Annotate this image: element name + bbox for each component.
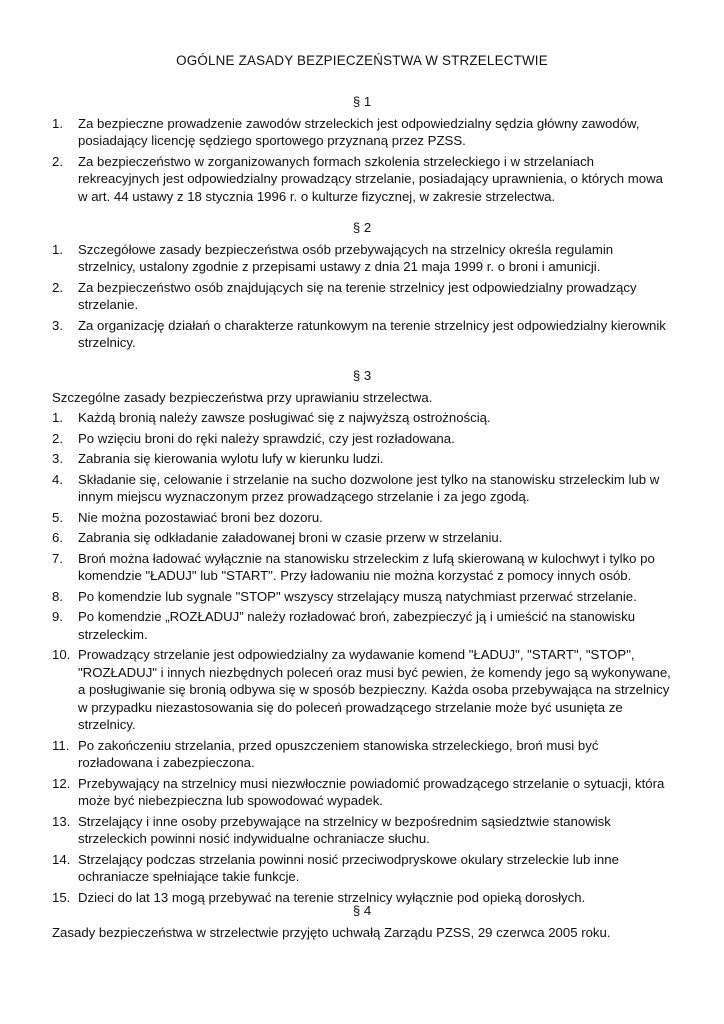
item-text: Po wzięciu broni do ręki należy sprawdzić, czy jest rozładowana. [78, 430, 455, 446]
section-heading: § 3 [352, 368, 372, 383]
item-number: 14. [52, 851, 71, 867]
item-text: Za bezpieczne prowadzenie zawodów strzeleckich jest odpowiedzialny sędzia główny zawodów, posiadający licencję sędziego sportowego przyznaną przez PZSS. [78, 115, 640, 148]
item-text: Strzelający i inne osoby przebywające na strzelnicy w bezpośrednim sąsiedztwie stanowisk strzeleckich powinni nosić indywidualne ochraniacze słuchu. [78, 813, 611, 846]
section-4 [52, 902, 672, 941]
item-number: 3. [52, 317, 63, 333]
list-item [52, 317, 672, 352]
item-text: Za organizację działań o charakterze ratunkowym na terenie strzelnicy jest odpowiedzialny kierownik strzelnicy. [78, 317, 666, 350]
list-item [52, 588, 672, 606]
list-item [52, 775, 672, 810]
section-heading: § 4 [352, 903, 372, 918]
item-number: 7. [52, 550, 63, 566]
section-2 [52, 219, 672, 355]
list-item [52, 608, 672, 643]
item-number: 11. [52, 737, 70, 753]
list-item [52, 115, 672, 150]
list-item [52, 409, 672, 427]
list-item [52, 450, 672, 468]
list-item [52, 279, 672, 314]
item-text: Dzieci do lat 13 mogą przebywać na terenie strzelnicy wyłącznie pod opieką dorosłych. [78, 889, 586, 905]
item-text: Za bezpieczeństwo osób znajdujących się na terenie strzelnicy jest odpowiedzialny prowadzący strzelanie. [78, 279, 637, 312]
item-number: 15. [52, 889, 71, 905]
list-item [52, 646, 672, 734]
item-number: 6. [52, 530, 63, 545]
item-number: 2. [52, 153, 63, 169]
section-1 [52, 93, 672, 208]
list-item [52, 509, 672, 527]
section-list [52, 241, 672, 352]
item-number: 4. [52, 471, 63, 487]
item-number: 9. [52, 609, 63, 624]
item-text: Szczegółowe zasady bezpieczeństwa osób przebywających na strzelnicy określa regulamin strzelnicy, ustalony zgodnie z przepisami ustawy z dnia 21 maja 1999 r. o broni i amunicji. [78, 241, 614, 274]
item-number: 3. [52, 451, 63, 466]
list-item [52, 241, 672, 276]
list-item [52, 813, 672, 848]
item-text: Po zakończeniu strzelania, przed opuszczeniem stanowiska strzeleckiego, broń musi być rozładowana i zabezpieczona. [78, 737, 599, 770]
section-heading: § 2 [352, 220, 372, 235]
item-text: Za bezpieczeństwo w zorganizowanych formach szkolenia strzeleckiego i w strzelaniach rekreacyjnych jest odpowiedzialny prowadzący strzelanie, posiadający uprawnienia, o których mowa w art. 44 ustawy z 18 stycznia 1996 r. o kulturze fizycznej, w zakresie strzelectwa. [78, 153, 663, 204]
list-item [52, 550, 672, 585]
list-item [52, 529, 672, 547]
section-intro: Szczególne zasady bezpieczeństwa przy uprawianiu strzelectwa. [52, 389, 433, 405]
item-text: Broń można ładować wyłącznie na stanowisku strzeleckim z lufą skierowaną w kulochwyt i tylko po komendzie "ŁADUJ" lub "START". Przy ładowaniu nie można korzystać z pomocy innych osób. [78, 550, 655, 583]
item-number: 13. [52, 813, 71, 829]
item-text: Przebywający na strzelnicy musi niezwłocznie powiadomić prowadzącego strzelanie o sytuacji, która może być niebezpieczna lub spowodować wypadek. [78, 775, 665, 808]
item-number: 2. [52, 279, 63, 295]
list-item [52, 471, 672, 506]
list-item [52, 737, 672, 772]
section-list [52, 409, 672, 906]
section-list [52, 115, 672, 206]
item-text: Każdą bronią należy zawsze posługiwać się z najwyższą ostrożnością. [78, 410, 491, 425]
section-heading: § 1 [352, 94, 372, 109]
item-number: 1. [52, 241, 63, 257]
list-item [52, 153, 672, 206]
item-number: 10. [52, 647, 71, 662]
item-text: Strzelający podczas strzelania powinni nosić przeciwodpryskowe okulary strzeleckie lub inne ochraniacze spełniające takie funkcje. [78, 851, 619, 884]
document-title: OGÓLNE ZASADY BEZPIECZEŃSTWA W STRZELECTWIE [176, 53, 548, 68]
item-text: Składanie się, celowanie i strzelanie na sucho dozwolone jest tylko na stanowisku strzeleckim lub w innym miejscu wyznaczonym przez prowadzącego strzelanie i za jego zgodą. [78, 471, 660, 504]
item-number: 8. [52, 588, 63, 604]
list-item [52, 851, 672, 886]
item-text: Nie można pozostawiać broni bez dozoru. [78, 509, 323, 525]
item-text: Po komendzie lub sygnale "STOP" wszyscy strzelający muszą natychmiast przerwać strzelanie. [78, 588, 637, 604]
item-text: Zabrania się odkładanie załadowanej broni w czasie przerw w strzelaniu. [78, 530, 503, 545]
item-number: 12. [52, 775, 71, 791]
closing-statement: Zasady bezpieczeństwa w strzelectwie przyjęto uchwałą Zarządu PZSS, 29 czerwca 2005 roku. [52, 924, 611, 940]
item-text: Po komendzie „ROZŁADUJ” należy rozładować broń, zabezpieczyć ją i umieścić na stanowisku strzeleckim. [78, 609, 636, 642]
item-text: Prowadzący strzelanie jest odpowiedzialny za wydawanie komend "ŁADUJ", "START", "STOP", "ROZŁADUJ" i innych niezbędnych poleceń oraz musi być pewien, że komendy jego są wykonywane, a posługiwanie się bronią odbywa się w sposób bezpieczny. Każda osoba przebywająca na strzelnicy w przypadku niezastosowania się do poleceń prowadzącego strzelanie może być usunięta ze strzelnicy. [78, 647, 671, 732]
item-number: 2. [52, 430, 63, 446]
item-text: Zabrania się kierowania wylotu lufy w kierunku ludzi. [78, 451, 384, 466]
item-number: 1. [52, 410, 63, 425]
item-number: 5. [52, 509, 63, 525]
section-3 [52, 367, 672, 909]
list-item [52, 430, 672, 448]
item-number: 1. [52, 115, 63, 131]
